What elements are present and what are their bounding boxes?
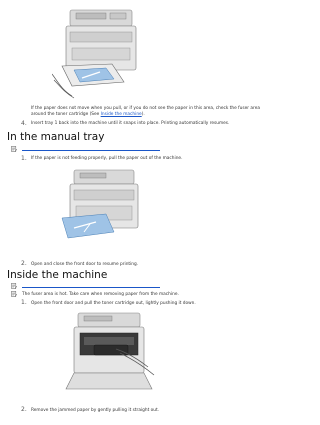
manual-tray-illustration [58,166,148,254]
manual-step1-number: 1. [21,155,27,162]
note-icon [11,146,17,152]
manual-step2-number: 2. [21,260,27,267]
note-divider [22,150,160,151]
step4-text: Insert tray 1 back into the machine until it snaps into place. Printing automatically resumes. [31,121,230,126]
inside-step1-text: Open the front door and pull the toner cartridge out, lightly pushing it down. [31,301,196,306]
inside-step1-number: 1. [21,299,27,306]
inside-step2-number: 2. [21,406,27,413]
step3-line2 [31,112,293,118]
manual-step2-text: Open and close the front door to resume printing. [31,262,139,267]
step3-line1: If the paper does not move when you pull, or if you do not see the paper in this area, check the fuser area [31,106,260,111]
caution-note-icon [11,291,17,297]
inside-the-machine-link[interactable]: Inside the machine [100,112,142,117]
section-title-manual-tray: In the manual tray [7,131,105,143]
inside-note-text: The fuser area is hot. Take care when removing paper from the machine. [22,292,179,297]
manual-step1-text: If the paper is not feeding properly, pull the paper out of the machine. [31,156,183,161]
step4-number: 4. [21,120,27,127]
toner-removal-illustration [58,309,168,401]
inside-step2-text: Remove the jammed paper by gently pulling it straight out. [31,408,160,413]
printer-tray-illustration [52,4,152,100]
section-title-inside-machine: Inside the machine [7,269,108,281]
step3-line2-suffix: ). [141,112,145,117]
note-icon [11,283,17,289]
note-divider [22,287,160,288]
step3-line2-prefix: around the toner cartridge (See [31,112,101,117]
